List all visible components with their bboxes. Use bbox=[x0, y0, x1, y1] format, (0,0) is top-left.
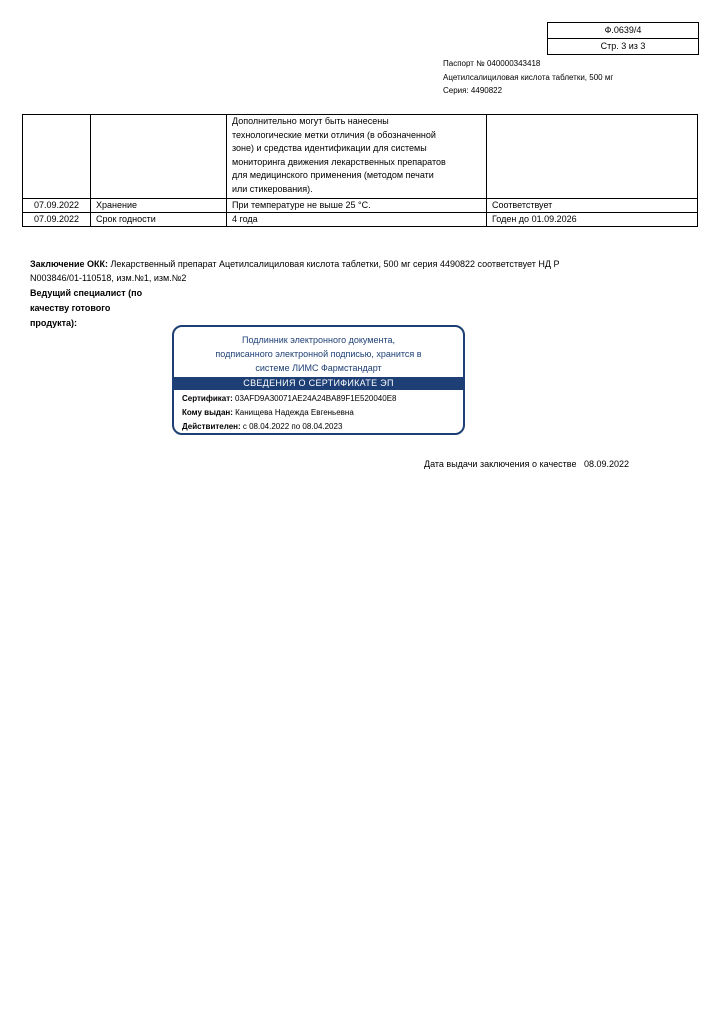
form-code-box bbox=[547, 22, 699, 55]
certificate-row bbox=[182, 393, 396, 405]
e-signature-stamp bbox=[172, 325, 465, 435]
issued-to-value: Канищева Надежда Евгеньевна bbox=[232, 408, 354, 417]
specialist-line-1: Ведущий специалист (по bbox=[30, 288, 143, 298]
passport-info bbox=[443, 57, 613, 98]
stamp-header-line-3: системе ЛИМС Фармстандарт bbox=[255, 363, 382, 373]
valid-label: Действителен: bbox=[182, 422, 241, 431]
issued-to-label: Кому выдан: bbox=[182, 408, 233, 417]
passport-number: Паспорт № 040000343418 bbox=[443, 59, 541, 68]
specialist-line-3: продукта): bbox=[30, 318, 78, 328]
issue-date-line bbox=[424, 459, 629, 469]
table-row bbox=[23, 199, 698, 213]
requirement-cell: Дополнительно могут быть нанесены технологические метки отличия (в обозначенной зоне) и средства идентификации для системы мониторинга движения лекарственных препаратов для медицинского применения (методом печати или стикерования). bbox=[227, 115, 487, 199]
table-row bbox=[23, 115, 698, 199]
form-code: Ф.0639/4 bbox=[604, 25, 642, 35]
date-cell: 07.09.2022 bbox=[23, 199, 91, 213]
issue-date-value: 08.09.2022 bbox=[583, 459, 630, 469]
conclusion-label: Заключение ОКК: bbox=[30, 259, 109, 269]
product-name: Ацетилсалициловая кислота таблетки, 500 мг bbox=[443, 72, 614, 82]
issued-to-row bbox=[182, 407, 354, 419]
requirement-cell: 4 года bbox=[227, 213, 487, 227]
certificate-label: Сертификат: bbox=[182, 394, 233, 403]
conclusion-text: Лекарственный препарат Ацетилсалициловая кислота таблетки, 500 мг серия 4490822 соответствует НД Р N003846/01-110518, изм.№1, изм.№2 bbox=[30, 259, 560, 283]
test-name-cell bbox=[91, 115, 227, 199]
page-number: Стр. 3 из 3 bbox=[548, 38, 698, 54]
specialist-line-2: качеству готового bbox=[30, 303, 111, 313]
stamp-header-line-2: подписанного электронной подписью, хранится в bbox=[215, 349, 422, 359]
test-name-cell: Срок годности bbox=[91, 213, 227, 227]
date-cell bbox=[23, 115, 91, 199]
certificate-value: 03AFD9A30071AE24A24BA89F1E520040E8 bbox=[232, 394, 397, 403]
test-name-cell: Хранение bbox=[91, 199, 227, 213]
specialist-label bbox=[30, 286, 142, 331]
valid-value: с 08.04.2022 по 08.04.2023 bbox=[240, 422, 343, 431]
result-cell: Соответствует bbox=[487, 199, 698, 213]
result-cell: Годен до 01.09.2026 bbox=[487, 213, 698, 227]
conclusion bbox=[30, 258, 590, 285]
series-number: Серия: 4490822 bbox=[443, 86, 503, 95]
stamp-band: СВЕДЕНИЯ О СЕРТИФИКАТЕ ЭП bbox=[174, 377, 463, 390]
result-cell bbox=[487, 115, 698, 199]
stamp-header bbox=[174, 333, 463, 375]
test-results-table bbox=[22, 114, 698, 227]
table-row bbox=[23, 213, 698, 227]
requirement-cell: При температуре не выше 25 °С. bbox=[227, 199, 487, 213]
stamp-header-line-1: Подлинник электронного документа, bbox=[242, 335, 395, 345]
valid-row bbox=[182, 421, 342, 433]
issue-date-label: Дата выдачи заключения о качестве bbox=[424, 459, 577, 469]
date-cell: 07.09.2022 bbox=[23, 213, 91, 227]
